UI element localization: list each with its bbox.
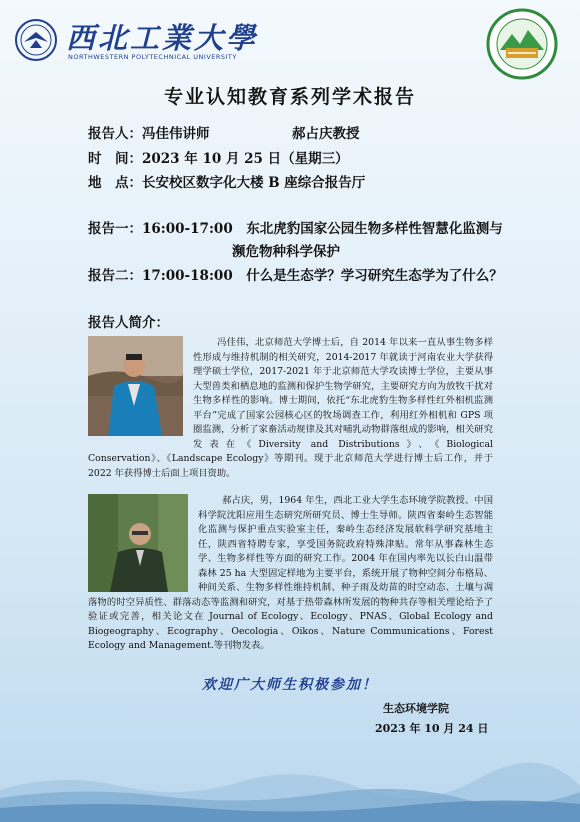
college-emblem-icon <box>486 8 558 80</box>
bio-hao-text: 郝占庆，男，1964 年生，西北工业大学生态环境学院教授、中国科学院沈阳应用生态研究所研究员、博士生导师。陕西省秦岭生态智能化监测与保护重点实验室主任，秦岭生态经济发展软科学研究基地主任，陕西省特聘专家，享受国务院政府特殊津贴。常年从事森林生态学、生物多样性等方面的研究工作。2004 年在国内率先以长白山温带森林 25 ha 大型固定样地为主要平台，系统开展了物种空间分布格局、种间关系、生物多样性维持机制、种子雨及幼苗的时空动态、土壤与凋落物的时空异质性、群落动态等监测和研究，对基于热带森林所发展的物种共存等相关理论给予了验证或完善，相关论文在 Journal of Ecology、Ecology、PNAS、Global Ecology and Biogeography、Ecography、Oecologia、Oikos、Nature Communications、Forest Ecology and Management.等刊物发表。 <box>88 495 493 651</box>
talk-1: 报告一：16:00-17:00 东北虎豹国家公园生物多样性智慧化监测与 <box>88 221 503 237</box>
place-line: 地 点：长安校区数字化大楼 B 座综合报告厅 <box>88 175 366 191</box>
talk-1-continued: 濒危物种科学保护 <box>232 244 340 260</box>
bio-feng <box>88 336 493 481</box>
speaker-photo-hao <box>88 494 188 592</box>
bio-heading: 报告人简介： <box>88 315 169 331</box>
university-name-en: NORTHWESTERN POLYTECHNICAL UNIVERSITY <box>68 53 237 61</box>
talk-2: 报告二：17:00-18:00 什么是生态学？学习研究生态学为了什么？ <box>88 268 503 284</box>
university-seal-icon <box>14 18 58 62</box>
university-name-cn: 西北工業大學 <box>66 21 259 55</box>
speaker-2: 郝占庆教授 <box>292 126 360 142</box>
time-line: 时 间：2023 年 10 月 25 日（星期三） <box>88 151 349 167</box>
bio-hao <box>88 494 493 654</box>
footer-landscape-decoration <box>0 760 580 822</box>
speaker-photo-feng <box>88 336 183 436</box>
issue-date: 2023 年 10 月 24 日 <box>375 722 489 735</box>
speaker-line: 报告人：冯佳伟讲师 <box>88 126 210 142</box>
bio-feng-text: 冯佳伟，北京师范大学博士后，自 2014 年以来一直从事生物多样性形成与维持机制的相关研究，2014-2017 年就读于河南农业大学获得理学硕士学位，2017-2021 年于北京师范大学攻读博士学位，主要从事大型兽类和栖息地的监测和保护生物学研究，主要研究方向为放牧干扰对生物多样性的影响。博士期间，依托“东北虎豹生物多样性红外相机监测平台”完成了国家公园核心区的牧场调查工作，利用红外相机和 GPS 项圈监测，分析了家畜活动规律及其对哺乳动物群落组成的影响，相关研究发表在《Diversity and Distributions》、《Biological Conservation》、《Landscape Ecology》等期刊。现于北京师范大学进行博士后工作，并于 2022 年获得博士后面上项目资助。 <box>88 337 493 479</box>
welcome-message: 欢迎广大师生积极参加！ <box>202 677 378 693</box>
organizer: 生态环境学院 <box>383 702 449 715</box>
page-title: 专业认知教育系列学术报告 <box>163 86 416 108</box>
